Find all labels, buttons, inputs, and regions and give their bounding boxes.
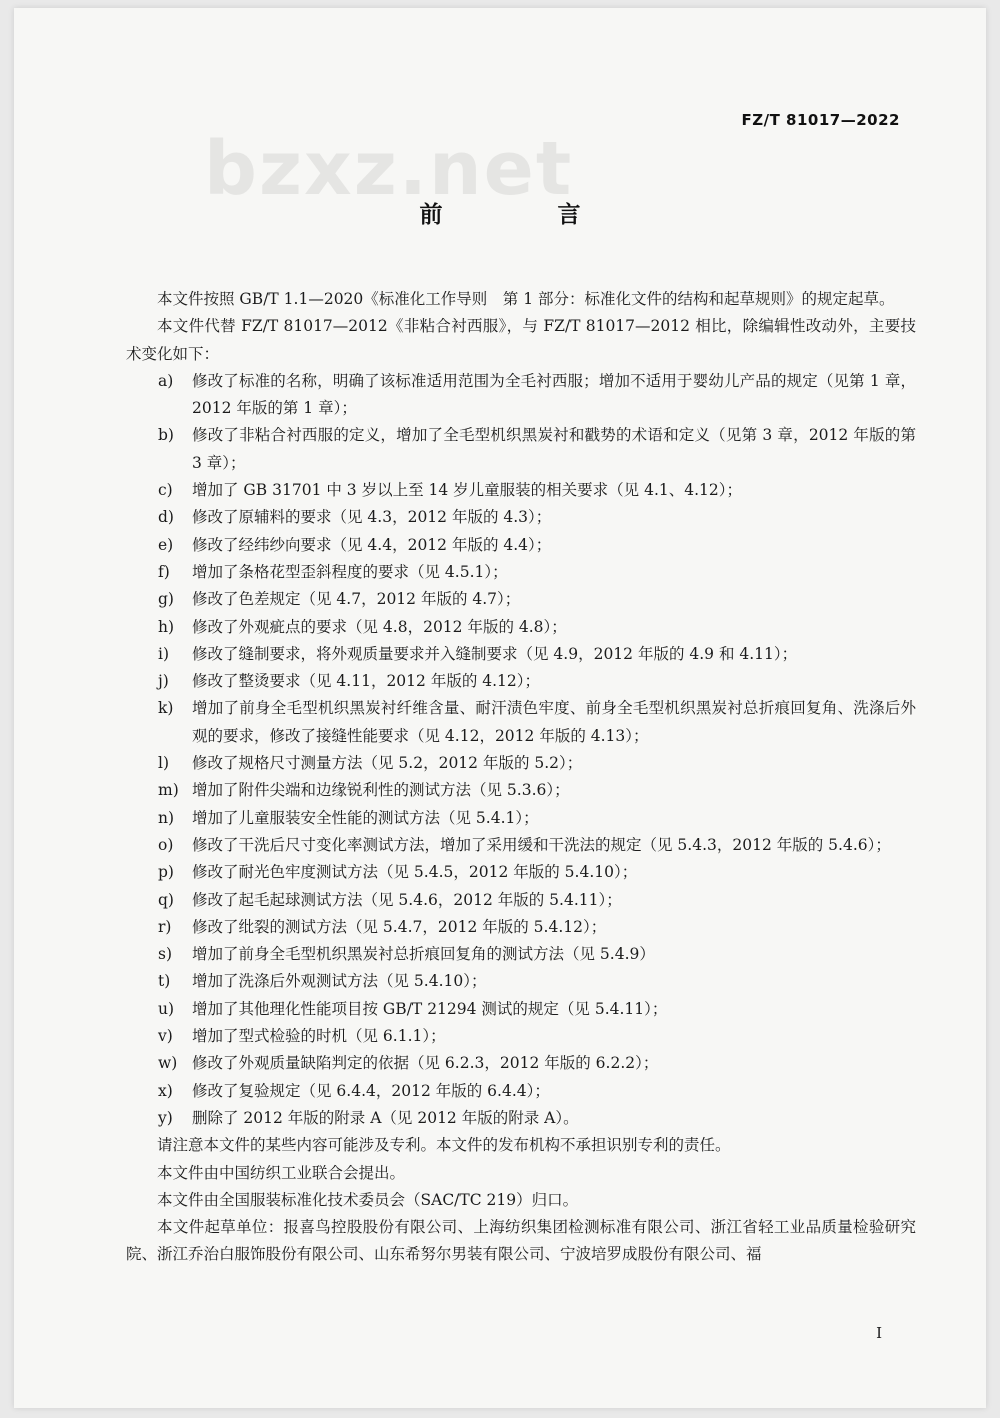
list-item [126,777,916,804]
list-item [126,941,916,968]
list-item-label: w) [158,1054,178,1073]
list-item-text: 增加了型式检验的时机（见 6.1.1）； [192,1027,446,1046]
list-item-text: 增加了条格花型歪斜程度的要求（见 4.5.1）； [192,562,508,581]
closing-paragraph-committee: 本文件由全国服装标准化技术委员会（SAC/TC 219）归口。 [157,1190,579,1209]
watermark: bzxz.net [204,126,574,212]
list-item-text: 修改了起毛起球测试方法（见 5.4.6，2012 年版的 5.4.11）； [192,890,622,909]
list-item [126,859,916,886]
list-item-text: 修改了耐光色牢度测试方法（见 5.4.5，2012 年版的 5.4.10）； [192,863,638,882]
list-item [126,914,916,941]
list-item-text: 修改了标准的名称，明确了该标准适用范围为全毛衬西服；增加不适用于婴幼儿产品的规定（见第 1 章，2012 年版的第 1 章）； [192,371,916,418]
list-item-label: v) [158,1027,173,1046]
document-body [126,286,916,1269]
closing-paragraph-drafters: 本文件起草单位：报喜鸟控股股份有限公司、上海纺织集团检测标准有限公司、浙江省轻工业品质量检验研究院、浙江乔治白服饰股份有限公司、山东希努尔男装有限公司、宁波培罗成股份有限公司、福 [126,1218,916,1264]
list-item-text: 增加了洗涤后外观测试方法（见 5.4.10）； [192,972,487,991]
list-item-label: p) [158,863,174,882]
list-item [126,641,916,668]
list-item [126,996,916,1023]
list-item-text: 删除了 2012 年版的附录 A（见 2012 年版的附录 A）。 [192,1108,579,1127]
list-item [126,614,916,641]
list-item-text: 增加了其他理化性能项目按 GB/T 21294 测试的规定（见 5.4.11）； [192,999,668,1018]
list-item-label: x) [158,1081,173,1100]
list-item-text: 增加了前身全毛型机织黑炭衬纤维含量、耐汗渍色牢度、前身全毛型机织黑炭衬总折痕回复角、洗涤后外观的要求，修改了接缝性能要求（见 4.12，2012 年版的 4.13）； [192,699,916,745]
list-item-label: r) [158,917,172,936]
list-item-label: t) [158,972,171,991]
list-item-label: c) [158,481,173,500]
list-item-text: 修改了纰裂的测试方法（见 5.4.7，2012 年版的 5.4.12）； [192,917,607,936]
list-item [126,559,916,586]
list-item [126,695,916,750]
list-item-label: i) [158,644,170,663]
closing-paragraph-patent: 请注意本文件的某些内容可能涉及专利。本文件的发布机构不承担识别专利的责任。 [157,1136,731,1155]
closing-paragraph-proposer: 本文件由中国纺织工业联合会提出。 [157,1163,406,1182]
list-item [126,1105,916,1132]
list-item-text: 修改了原辅料的要求（见 4.3，2012 年版的 4.3）； [192,508,552,527]
list-item-text: 修改了干洗后尺寸变化率测试方法，增加了采用缓和干洗法的规定（见 5.4.3，2012 年版的 5.4.6）； [192,835,891,854]
list-item [126,1078,916,1105]
list-item-text: 修改了整烫要求（见 4.11，2012 年版的 4.12）； [192,672,541,691]
list-item-label: q) [158,890,174,909]
list-item-text: 修改了外观疵点的要求（见 4.8，2012 年版的 4.8）； [192,617,567,636]
list-item-text: 增加了 GB 31701 中 3 岁以上至 14 岁儿童服装的相关要求（见 4.1、4.12）； [192,481,742,500]
list-item-text: 修改了复验规定（见 6.4.4，2012 年版的 6.4.4）； [192,1081,550,1100]
list-item [126,477,916,504]
intro-paragraph-2: 本文件代替 FZ/T 81017—2012《非粘合衬西服》，与 FZ/T 81017—2012 相比，除编辑性改动外，主要技术变化如下： [126,317,916,363]
list-item-text: 修改了外观质量缺陷判定的依据（见 6.2.3，2012 年版的 6.2.2）； [192,1054,659,1073]
list-item-label: g) [158,590,174,609]
list-item-text: 增加了儿童服装安全性能的测试方法（见 5.4.1）； [192,808,539,827]
list-item [126,832,916,859]
list-item-label: e) [158,535,174,554]
list-item-label: y) [158,1108,173,1127]
list-item [126,668,916,695]
list-item-text: 增加了前身全毛型机织黑炭衬总折痕回复角的测试方法（见 5.4.9） [192,945,655,964]
document-page [14,8,986,1408]
intro-paragraph-1: 本文件按照 GB/T 1.1—2020《标准化工作导则 第 1 部分：标准化文件的结构和起草规则》的规定起草。 [157,290,895,308]
list-item [126,532,916,559]
list-item-label: d) [158,508,174,527]
list-item-text: 修改了非粘合衬西服的定义，增加了全毛型机织黑炭衬和戳势的术语和定义（见第 3 章，2012 年版的第 3 章）； [192,426,916,472]
list-item-text: 修改了规格尺寸测量方法（见 5.2，2012 年版的 5.2）； [192,754,583,773]
list-item [126,887,916,914]
list-item [126,504,916,531]
page-title: 前 言 [419,202,627,228]
list-item [126,750,916,777]
list-item [126,805,916,832]
list-item-label: s) [158,945,173,964]
standard-code: FZ/T 81017—2022 [741,111,900,129]
list-item-label: m) [158,781,179,800]
list-item [126,1050,916,1077]
list-item-label: u) [158,999,175,1018]
list-item-label: h) [158,617,175,636]
list-item [126,968,916,995]
list-item-label: a) [158,371,174,390]
list-item-label: l) [158,754,170,773]
list-item-label: n) [158,808,175,827]
list-item-text: 修改了缝制要求，将外观质量要求并入缝制要求（见 4.9，2012 年版的 4.9 和 4.11）； [192,644,798,663]
list-item-label: o) [158,835,174,854]
list-item-label: j) [158,672,169,691]
list-item-label: b) [158,426,174,445]
list-item [126,368,916,423]
list-item [126,1023,916,1050]
list-item [126,422,916,477]
list-item-text: 修改了经纬纱向要求（见 4.4，2012 年版的 4.4）； [192,535,552,554]
list-item [126,586,916,613]
changes-list [126,368,916,1132]
list-item-text: 修改了色差规定（见 4.7，2012 年版的 4.7）； [192,590,521,609]
page-number: I [876,1324,882,1342]
list-item-text: 增加了附件尖端和边缘锐利性的测试方法（见 5.3.6）； [192,781,570,800]
list-item-label: k) [158,699,174,718]
list-item-label: f) [158,562,170,581]
